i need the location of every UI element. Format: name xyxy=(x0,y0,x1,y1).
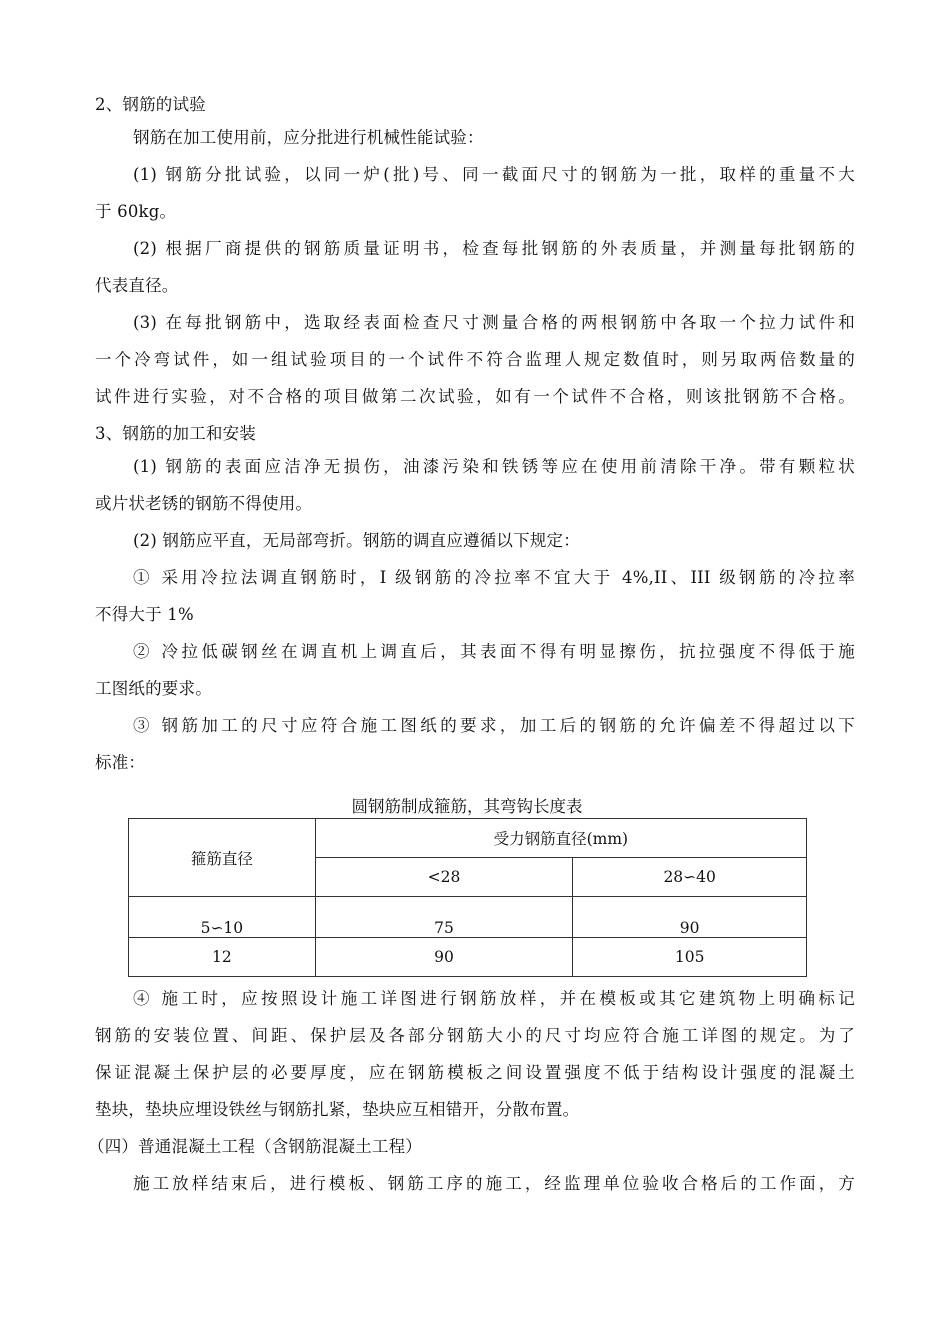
table-header-stirrup-diameter: 箍筋直径 xyxy=(129,819,316,897)
table-cell-value xyxy=(315,897,573,938)
paragraph-line: 一个冷弯试件，如一组试验项目的一个试件不符合监理人规定数值时，则另取两倍数量的 xyxy=(95,350,855,369)
cell-text: 12 xyxy=(212,948,232,966)
paragraph-line: 于 60kg。 xyxy=(95,202,177,221)
paragraph-line: ③ 钢筋加工的尺寸应符合施工图纸的要求，加工后的钢筋的允许偏差不得超过以下 xyxy=(133,716,855,735)
table-cell-value xyxy=(573,938,807,977)
table-row xyxy=(129,897,807,938)
table-cell-value xyxy=(315,938,573,977)
paragraph-line: ④ 施工时，应按照设计施工详图进行钢筋放样，并在模板或其它建筑物上明确标记 xyxy=(133,989,855,1008)
paragraph-line: ② 冷拉低碳钢丝在调直机上调直后，其表面不得有明显擦伤，抗拉强度不得低于施 xyxy=(133,642,855,661)
paragraph-line: 或片状老锈的钢筋不得使用。 xyxy=(95,494,313,513)
paragraph-line: (3) 在每批钢筋中，选取经表面检查尺寸测量合格的两根钢筋中各取一个拉力试件和 xyxy=(133,313,855,332)
paragraph-line: 垫块，垫块应埋设铁丝与钢筋扎紧，垫块应互相错开，分散布置。 xyxy=(95,1100,580,1119)
paragraph-line: 代表直径。 xyxy=(95,276,179,295)
table-header-main-bar-diameter: 受力钢筋直径(mm) xyxy=(315,819,806,858)
paragraph-line: 不得大于 1% xyxy=(95,605,194,624)
paragraph-line: (2) 钢筋应平直，无局部弯折。钢筋的调直应遵循以下规定： xyxy=(133,531,580,550)
paragraph-line: 施工放样结束后，进行模板、钢筋工序的施工，经监理单位验收合格后的工作面，方 xyxy=(133,1174,855,1193)
paragraph-line: 试件进行实验，对不合格的项目做第二次试验，如有一个试件不合格，则该批钢筋不合格。 xyxy=(95,387,855,406)
section-heading-steel-processing: 3、钢筋的加工和安装 xyxy=(95,424,256,443)
cell-text: 105 xyxy=(674,948,705,966)
cell-text: 75 xyxy=(434,919,454,937)
paragraph-line: 工图纸的要求。 xyxy=(95,679,212,698)
table-subheader-less-than-28: <28 xyxy=(315,858,573,897)
paragraph-line: (2) 根据厂商提供的钢筋质量证明书，检查每批钢筋的外表质量，并测量每批钢筋的 xyxy=(133,239,855,258)
table-row xyxy=(129,938,807,977)
paragraph-line: (1) 钢筋的表面应洁净无损伤，油漆污染和铁锈等应在使用前清除干净。带有颗粒状 xyxy=(133,457,855,476)
table-cell-diameter xyxy=(129,938,316,977)
cell-text: 90 xyxy=(434,948,454,966)
cell-text: 90 xyxy=(679,919,700,937)
table-cell-diameter xyxy=(129,897,316,938)
table-cell-value xyxy=(573,897,807,938)
paragraph-line: ① 采用冷拉法调直钢筋时，I 级钢筋的冷拉率不宜大于 4%,II、III 级钢筋的冷拉率 xyxy=(133,568,855,587)
section-heading-concrete-works: （四）普通混凝土工程（含钢筋混凝土工程） xyxy=(88,1137,422,1156)
paragraph-line: 钢筋的安装位置、间距、保护层及各部分钢筋大小的尺寸均应符合施工详图的规定。为了 xyxy=(95,1026,855,1045)
paragraph-line: 保证混凝土保护层的必要厚度，应在钢筋模板之间设置强度不低于结构设计强度的混凝土 xyxy=(95,1063,855,1082)
paragraph-line: 钢筋在加工使用前，应分批进行机械性能试验： xyxy=(133,128,484,147)
table-caption: 圆钢筋制成箍筋，其弯钩长度表 xyxy=(351,797,583,816)
cell-text: 5∽10 xyxy=(200,919,244,937)
table-subheader-28-40: 28∽40 xyxy=(573,858,807,897)
hook-length-table xyxy=(128,818,807,977)
section-heading-steel-test: 2、钢筋的试验 xyxy=(95,95,206,114)
paragraph-line: 标准： xyxy=(95,753,146,772)
paragraph-line: (1) 钢筋分批试验，以同一炉(批)号、同一截面尺寸的钢筋为一批，取样的重量不大 xyxy=(133,165,855,184)
